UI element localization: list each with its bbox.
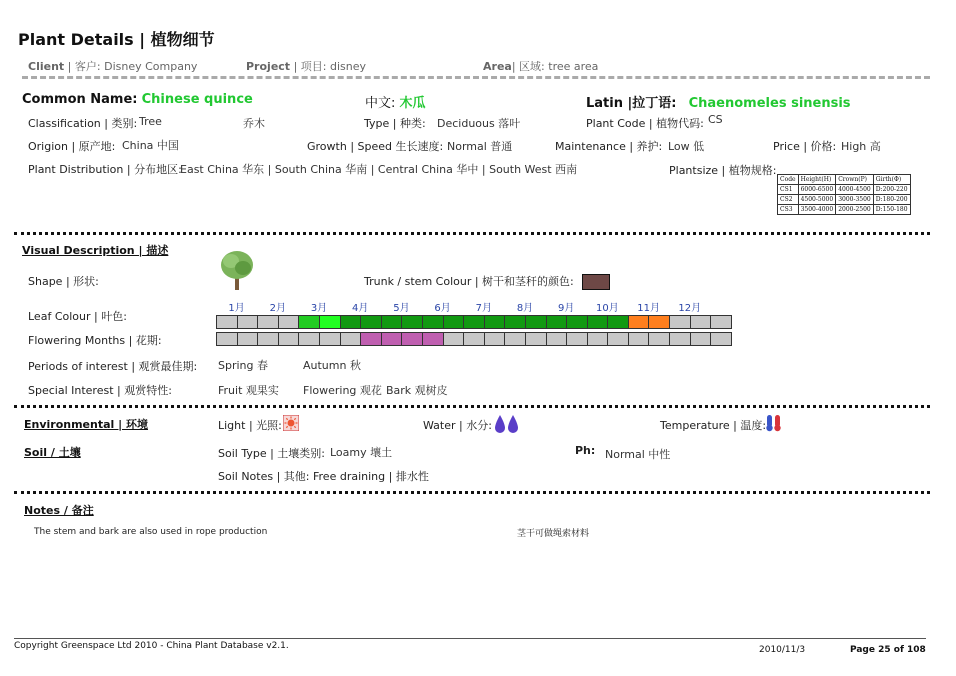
month-label: 4月 — [352, 303, 369, 314]
flowering-month-cell — [258, 333, 279, 345]
flowering-month-cell — [320, 333, 341, 345]
month-label: 7月 — [475, 303, 492, 314]
leaf-colour-cell — [505, 316, 526, 328]
leaf-colour-cell — [341, 316, 362, 328]
water-label: Water | 水分: — [423, 419, 492, 432]
origin-label: Origion | 原产地: — [28, 140, 116, 153]
leaf-colour-cell — [402, 316, 423, 328]
chinese-name-label: 中文: — [365, 96, 396, 111]
size-table-row — [778, 185, 911, 195]
plant-code-label: Plant Code | 植物代码: — [586, 117, 704, 130]
month-label: 8月 — [516, 303, 534, 314]
common-name-label: Common Name: — [22, 92, 138, 107]
leaf-colour-cell — [279, 316, 300, 328]
distribution-value: East China 华东 | South China 华南 | Central China 华中 | South West 西南 — [180, 163, 578, 176]
flowering-month-cell — [279, 333, 300, 345]
section-divider — [14, 405, 930, 408]
size-table-header: Code — [778, 175, 799, 185]
area-label: Area — [483, 60, 512, 73]
header-divider — [22, 76, 930, 79]
type-label: Type | 种类: — [364, 117, 426, 130]
shape-label: Shape | 形状: — [28, 275, 99, 288]
project-cn-label: | 项目: — [293, 60, 327, 73]
client-field — [28, 58, 197, 74]
client-cn-label: | 客户: — [67, 60, 101, 73]
trunk-colour-swatch — [582, 274, 610, 290]
periods-label: Periods of interest | 观赏最佳期: — [28, 360, 198, 373]
area-value: tree area — [548, 60, 599, 73]
light-label: Light | 光照: — [218, 419, 282, 432]
size-table-header-row — [778, 175, 911, 185]
leaf-colour-cell — [444, 316, 465, 328]
flowering-month-cell — [608, 333, 629, 345]
size-table-header: Girth(Φ) — [873, 175, 910, 185]
footer-divider — [14, 638, 926, 639]
size-table-cell: CS2 — [778, 195, 799, 205]
footer-page-number: Page 25 of 108 — [850, 645, 926, 655]
plant-size-table — [777, 174, 911, 215]
size-table-cell: 4000-4500 — [836, 185, 874, 195]
price-label: Price | 价格: — [773, 140, 837, 153]
flowering-month-cell — [299, 333, 320, 345]
special-interest-label: Special Interest | 观赏特性: — [28, 384, 172, 397]
flowering-months-grid — [216, 332, 732, 346]
flowering-month-cell — [691, 333, 712, 345]
project-field — [246, 58, 366, 74]
plantsize-label: Plantsize | 植物规格: — [669, 164, 777, 177]
chinese-name-value: 木瓜 — [399, 96, 426, 111]
page-title: Plant Details | 植物细节 — [18, 30, 215, 49]
plant-code-value: CS — [708, 113, 723, 126]
notes-text-cn: 茎干可做绳索材料 — [517, 529, 590, 539]
size-table-cell: CS1 — [778, 185, 799, 195]
flowering-month-cell — [238, 333, 259, 345]
leaf-colour-cell — [670, 316, 691, 328]
notes-section-title: Notes / 备注 — [24, 504, 94, 517]
leaf-colour-cell — [299, 316, 320, 328]
flowering-month-cell — [464, 333, 485, 345]
growth-label: Growth | Speed 生长速度: — [307, 140, 444, 153]
leaf-colour-cell — [464, 316, 485, 328]
flowering-month-cell — [444, 333, 465, 345]
sun-icon — [283, 415, 299, 431]
tree-shape-icon — [219, 248, 255, 292]
environmental-section-title: Environmental | 环境 — [24, 418, 148, 431]
leaf-colour-cell — [629, 316, 650, 328]
flowering-months-label: Flowering Months | 花期: — [28, 334, 162, 347]
month-label: 12月 — [678, 303, 702, 314]
flowering-month-cell — [361, 333, 382, 345]
section-divider — [14, 491, 930, 494]
flowering-month-cell — [526, 333, 547, 345]
flowering-month-cell — [670, 333, 691, 345]
size-table-header: Crown(P) — [836, 175, 874, 185]
ph-value: Normal 中性 — [605, 448, 671, 461]
leaf-colour-cell — [258, 316, 279, 328]
flowering-month-cell — [505, 333, 526, 345]
size-table-cell: 3000-3500 — [836, 195, 874, 205]
size-table-row — [778, 195, 911, 205]
flowering-month-cell — [382, 333, 403, 345]
soil-section-title: Soil / 土壤 — [24, 446, 81, 459]
leaf-colour-cell — [485, 316, 506, 328]
leaf-colour-grid — [216, 315, 732, 329]
size-table-cell: 4500-5000 — [798, 195, 836, 205]
period-spring: Spring 春 — [218, 359, 268, 372]
client-value: Disney Company — [104, 60, 198, 73]
leaf-colour-cell — [238, 316, 259, 328]
flowering-month-cell — [341, 333, 362, 345]
leaf-colour-cell — [382, 316, 403, 328]
leaf-colour-cell — [711, 316, 731, 328]
leaf-colour-cell — [217, 316, 238, 328]
flowering-month-cell — [423, 333, 444, 345]
size-table-cell: CS3 — [778, 205, 799, 215]
water-drops-icon — [494, 414, 520, 434]
special-bark: Bark 观树皮 — [386, 384, 448, 397]
notes-text-en: The stem and bark are also used in rope production — [34, 527, 268, 537]
month-label: 6月 — [434, 303, 451, 314]
flowering-month-cell — [711, 333, 731, 345]
visual-section-title: Visual Description | 描述 — [22, 244, 169, 257]
flowering-month-cell — [217, 333, 238, 345]
footer-date: 2010/11/3 — [759, 645, 806, 655]
project-label: Project — [246, 60, 291, 73]
flowering-month-cell — [402, 333, 423, 345]
leaf-colour-cell — [691, 316, 712, 328]
flowering-month-cell — [547, 333, 568, 345]
chinese-name-field — [365, 92, 426, 111]
common-name-field — [22, 92, 253, 107]
latin-name-value: Chaenomeles sinensis — [688, 96, 851, 111]
month-label: 9月 — [558, 303, 575, 314]
size-table-cell: D:150-180 — [873, 205, 910, 215]
footer-copyright: Copyright Greenspace Ltd 2010 - China Plant Database v2.1. — [14, 641, 289, 651]
month-label: 2月 — [269, 303, 286, 314]
soil-type-value: Loamy 壤土 — [330, 446, 393, 459]
distribution-label: Plant Distribution | 分布地区: — [28, 163, 182, 176]
type-value: Deciduous 落叶 — [437, 117, 521, 130]
month-header — [216, 299, 728, 313]
flowering-month-cell — [629, 333, 650, 345]
flowering-month-cell — [588, 333, 609, 345]
size-table-cell: 6000-6500 — [798, 185, 836, 195]
size-table-row — [778, 205, 911, 215]
size-table-cell: D:180-200 — [873, 195, 910, 205]
price-value: High 高 — [841, 140, 881, 153]
month-label: 10月 — [596, 303, 619, 314]
leaf-colour-label: Leaf Colour | 叶色: — [28, 310, 127, 323]
flowering-month-cell — [485, 333, 506, 345]
leaf-colour-cell — [361, 316, 382, 328]
client-label: Client — [28, 60, 65, 73]
month-label: 1月 — [228, 303, 245, 314]
origin-value: China 中国 — [122, 139, 179, 152]
project-value: disney — [329, 60, 367, 73]
section-divider — [14, 232, 930, 235]
latin-name-field — [586, 92, 851, 111]
month-label: 5月 — [393, 303, 410, 314]
trunk-colour-label: Trunk / stem Colour | 树干和茎秆的颜色: — [364, 275, 574, 288]
soil-notes: Soil Notes | 其他: Free draining | 排水性 — [218, 470, 429, 483]
leaf-colour-cell — [608, 316, 629, 328]
flowering-month-cell — [567, 333, 588, 345]
common-name-value: Chinese quince — [141, 92, 253, 107]
special-fruit: Fruit 观果实 — [218, 384, 279, 397]
leaf-colour-cell — [423, 316, 444, 328]
classification-label: Classification | 类别: — [28, 117, 138, 130]
leaf-colour-cell — [567, 316, 588, 328]
leaf-colour-cell — [649, 316, 670, 328]
month-label: 3月 — [310, 303, 328, 314]
growth-value: Normal 普通 — [447, 140, 513, 153]
area-field — [483, 58, 598, 74]
leaf-colour-cell — [526, 316, 547, 328]
leaf-colour-cell — [547, 316, 568, 328]
classification-cn: 乔木 — [243, 117, 265, 130]
special-flowering: Flowering 观花 — [303, 384, 382, 397]
size-table-cell: D:200-220 — [873, 185, 910, 195]
size-table-cell: 2000-2500 — [836, 205, 874, 215]
month-label: 11月 — [637, 303, 660, 314]
leaf-colour-cell — [320, 316, 341, 328]
maintenance-value: Low 低 — [668, 140, 705, 153]
area-cn-label: | 区域: — [511, 60, 545, 73]
flowering-month-cell — [649, 333, 670, 345]
size-table-cell: 3500-4000 — [798, 205, 836, 215]
period-autumn: Autumn 秋 — [303, 359, 361, 372]
soil-type-label: Soil Type | 土壤类别: — [218, 447, 325, 460]
thermometer-icon — [765, 414, 783, 432]
leaf-colour-cell — [588, 316, 609, 328]
temperature-label: Temperature | 温度: — [660, 419, 767, 432]
maintenance-label: Maintenance | 养护: — [555, 140, 663, 153]
size-table-header: Height(H) — [798, 175, 836, 185]
ph-label: Ph: — [575, 444, 596, 457]
classification-value: Tree — [139, 115, 162, 128]
latin-name-label: Latin |拉丁语: — [586, 96, 677, 111]
